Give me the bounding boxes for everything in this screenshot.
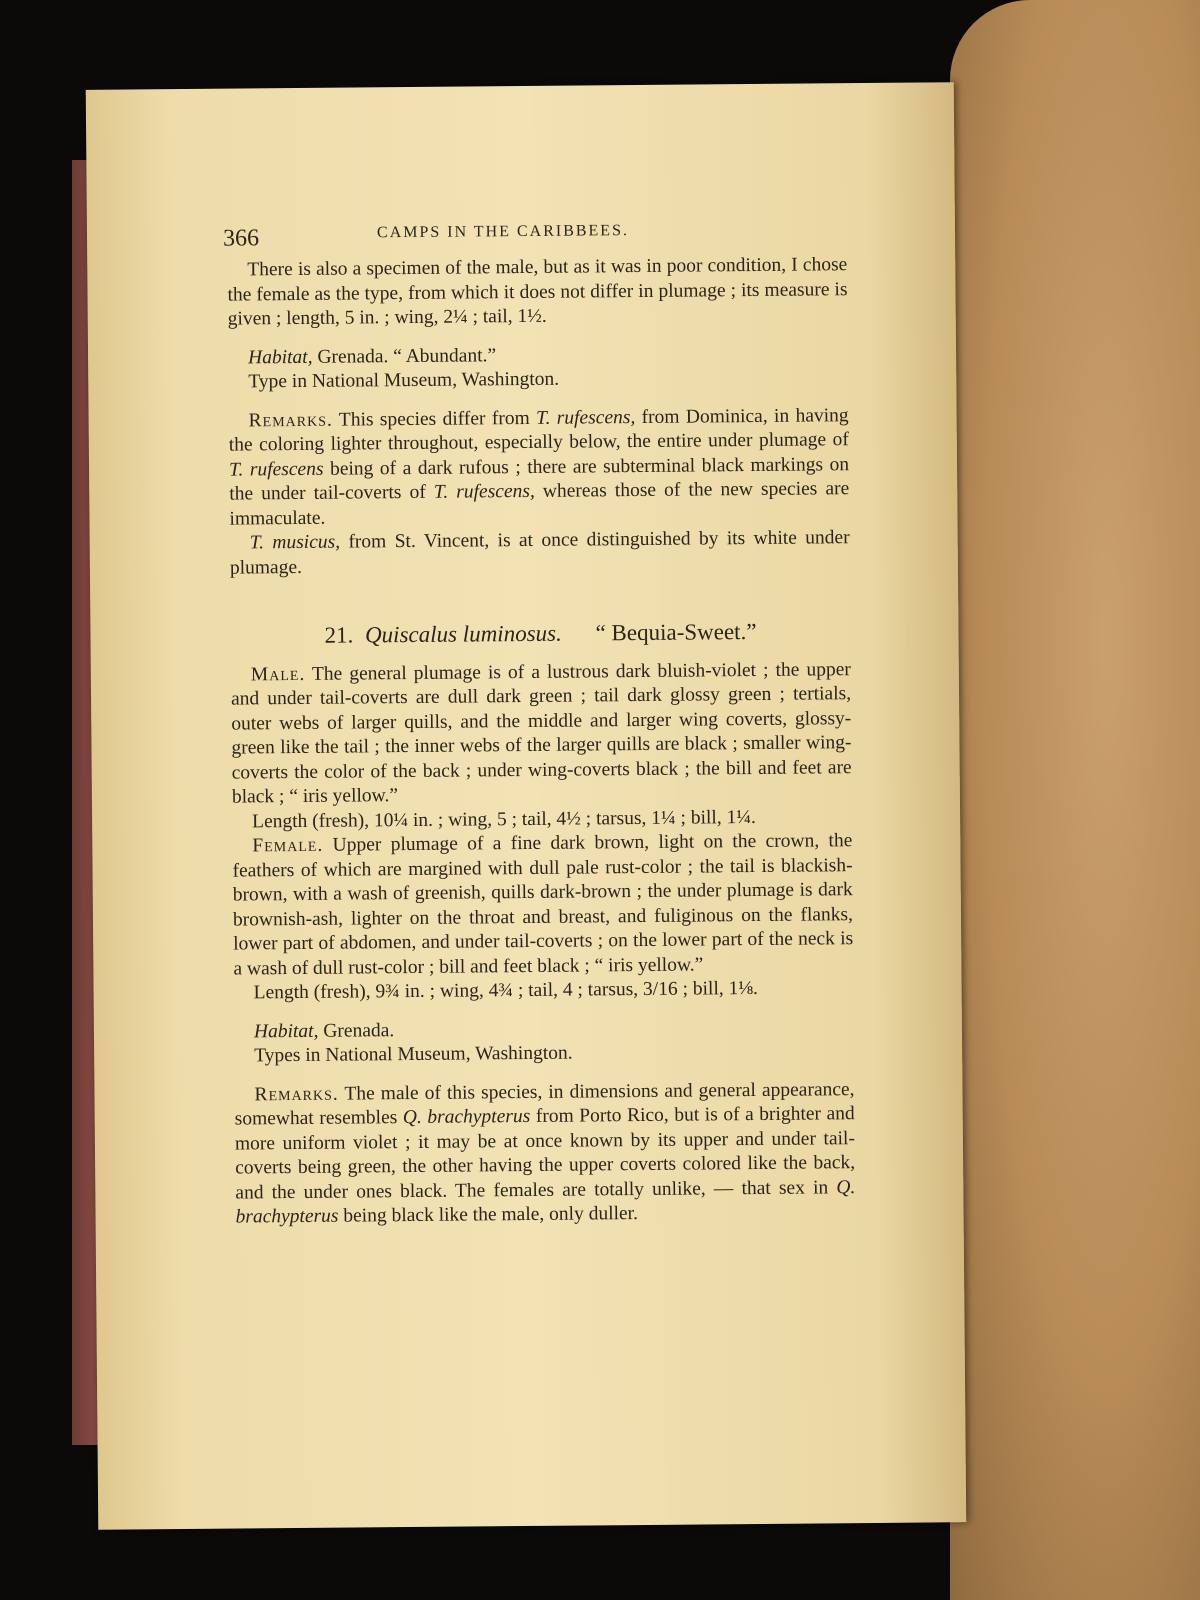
running-title: CAMPS IN THE CARIBBEES. xyxy=(376,222,630,242)
female-measurements: Length (fresh), 9¾ in. ; wing, 4¾ ; tail, 4 ; tarsus, 3/16 ; bill, 1⅛. xyxy=(253,977,758,1004)
remarks-text: The male of this species, in dimensions and general appearance, somewhat resembles xyxy=(234,1078,855,1130)
species-common-name: “ Bequia-Sweet.” xyxy=(595,618,757,646)
remarks-label: Remarks. xyxy=(254,1083,339,1105)
male-description xyxy=(231,658,852,810)
habitat-text: Grenada. “ Abundant.” xyxy=(312,344,497,368)
species-number: 21. xyxy=(324,622,354,648)
female-label: Female. xyxy=(252,834,324,857)
type-line: Type in National Museum, Washington. xyxy=(248,368,560,393)
musicus-text: from St. Vincent, is at once distinguished by its white under plumage. xyxy=(229,527,850,579)
page-number: 366 xyxy=(222,225,260,252)
remarks-text: whereas those of the new species are immaculate. xyxy=(229,478,850,530)
type-line: Types in National Museum, Washington. xyxy=(254,1042,573,1067)
species-heading xyxy=(230,619,850,649)
remarks-paragraph xyxy=(234,1078,855,1230)
male-label: Male. xyxy=(250,663,306,685)
book-page xyxy=(86,82,967,1530)
musicus-paragraph xyxy=(230,526,850,580)
remarks-paragraph xyxy=(229,404,850,532)
remarks-text: from Porto Rico, but is of a brighter and more uniform violet ; it may be at once known by its upper and under tail-coverts being green, the other having the upper coverts colored like the back, and the under ones black. The females are totally unlike, — that sex in xyxy=(234,1103,856,1204)
female-text: Upper plumage of a fine dark brown, light on the crown, the feathers of which are margined with dull pale rust-color ; the tail is blackish-brown, with a wash of greenish, quills dark-brown ; the under plumage is dark brownish-ash, lighter on the throat and breast, and fuliginous on the flanks, lower part of abdomen, and under tail-coverts ; on the lower part of the neck is a wash of dull rust-color ; bill and feet black ; “ iris yellow.” xyxy=(232,830,854,980)
habitat-label: Habitat, xyxy=(253,1020,319,1042)
species-name: Quiscalus luminosus. xyxy=(364,620,562,648)
species-ref: Q. brachypterus xyxy=(235,1176,856,1228)
remarks-label: Remarks. xyxy=(248,409,333,431)
paragraph-specimen-note: There is also a specimen of the male, but as it was in poor condition, I chose the female as the type, from which it does not differ in plumage ; its measure is given ; length, 5 in. ; wing, 2¼ ; tail, 1½. xyxy=(227,254,848,330)
page-content xyxy=(222,213,856,1230)
remarks-text: from Dominica, in having the coloring lighter throughout, especially below, the entire under plumage of xyxy=(228,404,849,456)
male-measurements: Length (fresh), 10¼ in. ; wing, 5 ; tail, 4½ ; tarsus, 1¼ ; bill, 1¼. xyxy=(252,806,756,832)
habitat-label: Habitat, xyxy=(247,346,313,368)
habitat-text: Grenada. xyxy=(318,1019,395,1042)
species-ref: T. rufescens, xyxy=(536,406,636,429)
male-text: The general plumage is of a lustrous dark bluish-violet ; the upper and under tail-coverts are dull dark green ; tail dark glossy green ; tertials, outer webs of larger quills, and the middle and larger wing coverts, glossy-green like the tail ; the inner webs of the larger quills are black ; smaller wing-coverts the color of the back ; under wing-coverts black ; the bill and feet are black ; “ iris yellow.” xyxy=(230,658,852,808)
running-head xyxy=(222,213,847,258)
species-ref: T. musicus, xyxy=(249,531,341,554)
remarks-text: being of a dark rufous ; there are subterminal black markings on the under tail-coverts of xyxy=(229,453,850,505)
species-ref: Q. brachypterus xyxy=(402,1105,531,1129)
species-ref: T. rufescens, xyxy=(433,480,535,503)
remarks-text: being black like the male, only duller. xyxy=(338,1203,639,1227)
facing-page xyxy=(950,0,1200,1600)
remarks-text: This species differ from xyxy=(332,407,537,431)
species-ref: T. rufescens xyxy=(228,458,324,481)
female-description xyxy=(232,829,853,981)
